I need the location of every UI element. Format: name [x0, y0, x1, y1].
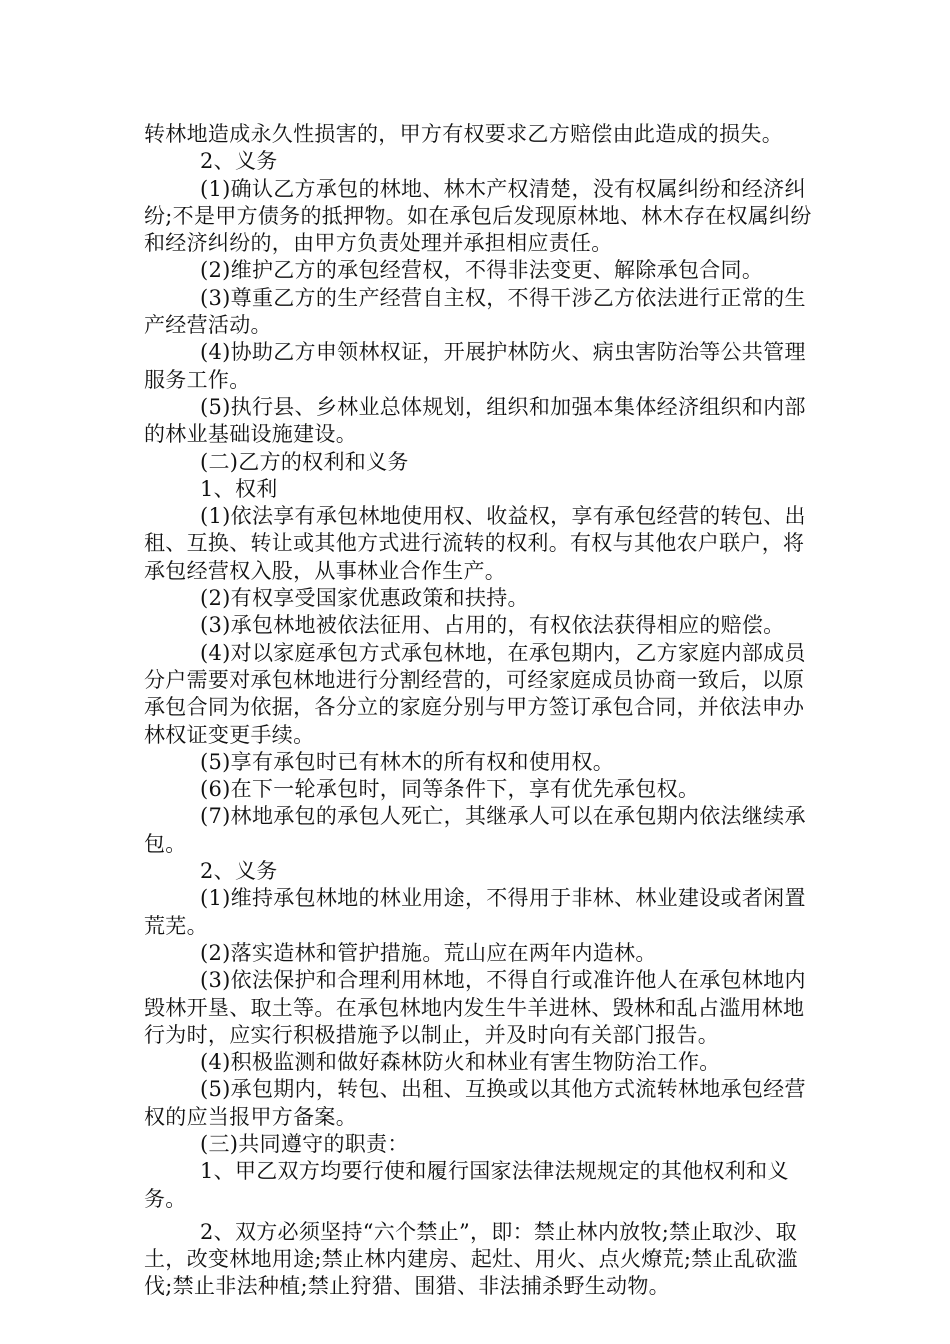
paragraph: (7)林地承包的承包人死亡，其继承人可以在承包期内依法继续承包。	[144, 804, 806, 856]
paragraph: (3)依法保护和合理利用林地，不得自行或准许他人在承包林地内毁林开垦、取土等。在承包林地内发生牛羊进林、毁林和乱占滥用林地行为时，应实行积极措施予以制止，并及时向有关部门报告。	[144, 968, 806, 1047]
paragraph: (5)享有承包时已有林木的所有权和使用权。	[200, 749, 615, 774]
paragraph: (1)确认乙方承包的林地、林木产权清楚，没有权属纠纷和经济纠纷;不是甲方债务的抵押物。如在承包后发现原林地、林木存在权属纠纷和经济纠纷的，由甲方负责处理并承担相应责任。	[144, 176, 812, 256]
paragraph: (4)对以家庭承包方式承包林地，在承包期内，乙方家庭内部成员分户需要对承包林地进行分割经营的，可经家庭成员协商一致后，以原承包合同为依据，各分立的家庭分别与甲方签订承包合同，并依法申办林权证变更手续。	[144, 640, 806, 747]
paragraph: 1、甲乙双方均要行使和履行国家法律法规规定的其他权利和义务。	[144, 1159, 789, 1211]
paragraph: (5)执行县、乡林业总体规划，组织和加强本集体经济组织和内部的林业基础设施建设。	[144, 394, 806, 447]
paragraph: 转林地造成永久性损害的，甲方有权要求乙方赔偿由此造成的损失。	[144, 122, 783, 146]
paragraph: (3)承包林地被依法征用、占用的，有权依法获得相应的赔偿。	[200, 613, 785, 638]
section-heading: 1、权利	[200, 476, 278, 501]
paragraph: (1)维持承包林地的林业用途，不得用于非林、林业建设或者闲置荒芜。	[144, 886, 806, 938]
paragraph: (2)落实造林和管护措施。荒山应在两年内造林。	[200, 940, 657, 965]
section-heading: (二)乙方的权利和义务	[200, 449, 409, 474]
paragraph: 2、双方必须坚持“六个禁止”，即：禁止林内放牧;禁止取沙、取土，改变林地用途;禁止林内建房、起灶、用火、点火燎荒;禁止乱砍滥伐;禁止非法种植;禁止狩猎、围猎、非法捕杀野生动物。	[144, 1219, 798, 1299]
section-heading: 2、义务	[200, 859, 278, 884]
paragraph: (2)有权享受国家优惠政策和扶持。	[200, 586, 529, 611]
document-body	[144, 121, 816, 1301]
paragraph: (4)积极监测和做好森林防火和林业有害生物防治工作。	[200, 1050, 721, 1075]
paragraph: (4)协助乙方申领林权证，开展护林防火、病虫害防治等公共管理服务工作。	[144, 340, 806, 392]
paragraph: (3)尊重乙方的生产经营自主权，不得干涉乙方依法进行正常的生产经营活动。	[144, 285, 806, 338]
section-heading: 2、义务	[200, 149, 278, 174]
paragraph: (6)在下一轮承包时，同等条件下，享有优先承包权。	[200, 777, 700, 802]
paragraph: (5)承包期内，转包、出租、互换或以其他方式流转林地承包经营权的应当报甲方备案。	[144, 1077, 806, 1129]
paragraph: (2)维护乙方的承包经营权，不得非法变更、解除承包合同。	[200, 258, 764, 283]
paragraph: (1)依法享有承包林地使用权、收益权，享有承包经营的转包、出租、互换、转让或其他方式进行流转的权利。有权与其他农户联户，将承包经营权入股，从事林业合作生产。	[144, 504, 806, 583]
section-heading: (三)共同遵守的职责：	[200, 1131, 409, 1156]
